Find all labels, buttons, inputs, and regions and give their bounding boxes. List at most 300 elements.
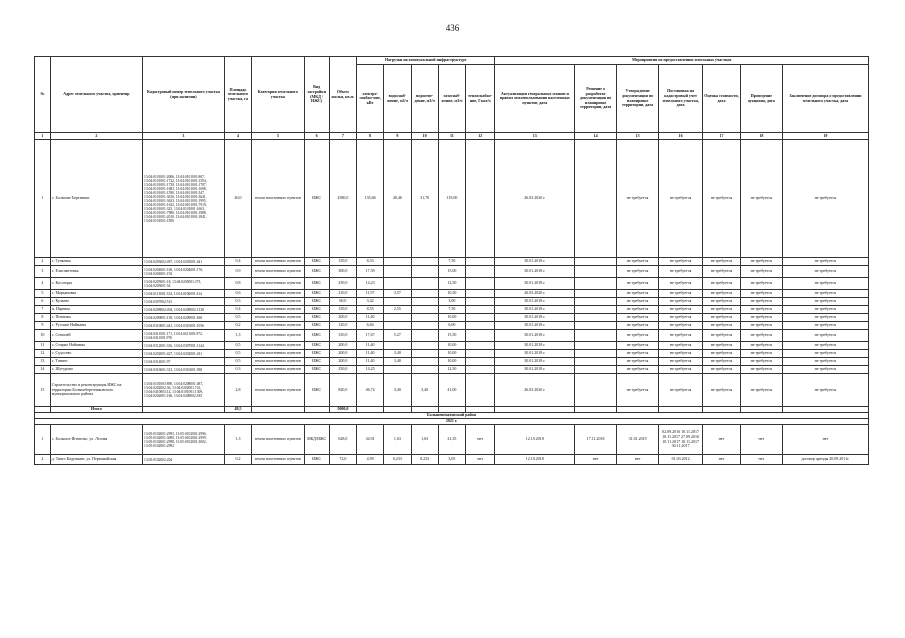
electricity-cell: 11,40 [356, 314, 383, 322]
table-row [35, 290, 869, 298]
cadastral-cell: 13:04:0316001:313, 13:04:0316001:938 [143, 366, 225, 374]
valuation-cell: не требуется [703, 306, 741, 314]
category-cell: земли населенных пунктов [252, 266, 304, 278]
planning-decision-cell [575, 342, 617, 350]
valuation-cell: не требуется [703, 366, 741, 374]
gas-cell: 3,00 [438, 298, 465, 306]
row-number: 3 [35, 266, 51, 278]
gas-cell: 10,00 [438, 342, 465, 350]
header-water-supply: водоснаб-жение, м3/ч [384, 65, 411, 133]
cadastral-cell: 13:04:0202001:427, 13:04:0202001:431 [143, 350, 225, 358]
page-number: 436 [445, 23, 460, 33]
gas-cell: 10,00 [438, 350, 465, 358]
volume-cell: 200,0 [329, 314, 356, 322]
auction-cell: не требуется [740, 278, 782, 290]
gas-cell: 10,00 [438, 314, 465, 322]
gas-cell: 6,00 [438, 322, 465, 330]
volume-cell: 250,0 [329, 278, 356, 290]
electricity-cell: 11,40 [356, 342, 383, 350]
area-cell: 0,5 [224, 350, 251, 358]
table-row [35, 278, 869, 290]
column-number-cell: 15 [617, 133, 659, 140]
address-cell: с. Шугурово [50, 366, 142, 374]
build-type-cell: ИЖС [304, 330, 329, 342]
planning-decision-cell [575, 350, 617, 358]
cadastral-registration-cell: не требуется [659, 330, 703, 342]
area-cell: 0,9 [224, 266, 251, 278]
contract-cell: не требуется [782, 258, 868, 266]
water-supply-cell [384, 298, 411, 306]
address-cell: д. Тияго Кадушкин, ул. Первомайская [50, 455, 142, 465]
volume-cell: 120,0 [329, 322, 356, 330]
water-supply-cell [384, 278, 411, 290]
table-row [35, 455, 869, 465]
auction-cell: не требуется [740, 306, 782, 314]
auction-cell: не требуется [740, 140, 782, 258]
water-supply-cell [384, 266, 411, 278]
planning-approval-cell: не требуется [617, 350, 659, 358]
auction-cell: не требуется [740, 350, 782, 358]
auction-cell: не требуется [740, 290, 782, 298]
land-plots-table-wrapper [34, 56, 869, 465]
area-cell: 0,3 [224, 298, 251, 306]
planning-decision-cell: 17.11.2018 [575, 425, 617, 455]
auction-cell: не требуется [740, 314, 782, 322]
cadastral-registration-cell: не требуется [659, 350, 703, 358]
header-build-type: Вид застройки (МКД / ИЖС) [304, 57, 329, 133]
category-cell: земли населенных пунктов [252, 330, 304, 342]
table-row [35, 298, 869, 306]
cadastral-registration-cell: не требуется [659, 266, 703, 278]
cadastral-cell: 13:04:0312001:316, 13:04:0307001:1144 [143, 342, 225, 350]
category-cell: земли населенных пунктов [252, 290, 304, 298]
district-title: Большеигнатовский район [35, 413, 869, 419]
category-cell: земли населенных пунктов [252, 425, 304, 455]
valuation-cell: нет [703, 455, 741, 465]
planning-approval-cell: не требуется [617, 314, 659, 322]
column-number-cell: 11 [438, 133, 465, 140]
valuation-cell: не требуется [703, 314, 741, 322]
address-cell: с. Старые Найманы [50, 342, 142, 350]
auction-cell: не требуется [740, 330, 782, 342]
planning-decision-cell [575, 278, 617, 290]
cadastral-cell: 13:04:0411001:171, 13:04:0411001:972, 13:04:0411001:976 [143, 330, 225, 342]
valuation-cell: не требуется [703, 322, 741, 330]
header-address: Адрес земельного участка, ориентир [50, 57, 142, 133]
build-type-cell: ИЖС [304, 366, 329, 374]
cadastral-registration-cell: не требуется [659, 358, 703, 366]
valuation-cell: нет [703, 425, 741, 455]
plans-update-cell: 12.10.2018 [495, 455, 575, 465]
row-number: 4 [35, 278, 51, 290]
area-cell: 0,2 [224, 322, 251, 330]
cadastral-registration-cell: не требуется [659, 366, 703, 374]
valuation-cell: не требуется [703, 358, 741, 366]
area-cell: 0,5 [224, 314, 251, 322]
category-cell: земли населенных пунктов [252, 322, 304, 330]
planning-decision-cell [575, 330, 617, 342]
water-disposal-cell [411, 306, 438, 314]
row-number: 9 [35, 322, 51, 330]
volume-cell: 200,0 [329, 350, 356, 358]
water-supply-cell: 3,40 [384, 374, 411, 407]
contract-cell: не требуется [782, 306, 868, 314]
contract-cell: не требуется [782, 322, 868, 330]
cadastral-cell: 13:05:0102002:204 [143, 455, 225, 465]
water-supply-cell: 2,55 [384, 306, 411, 314]
gas-cell: 10,50 [438, 290, 465, 298]
volume-cell: 150,0 [329, 306, 356, 314]
plans-update-cell: 26.03.2020 г. [495, 140, 575, 258]
water-disposal-cell [411, 330, 438, 342]
heat-cell [466, 278, 495, 290]
cadastral-cell: 13:04:0310001:441, 13:04:0310001:1056 [143, 322, 225, 330]
planning-approval-cell: не требуется [617, 366, 659, 374]
cadastral-cell: 13:04:0204001:169, 13:04:0204001:176, 13:04:0204001:192 [143, 266, 225, 278]
contract-cell: не требуется [782, 314, 868, 322]
gas-cell: 12,50 [438, 366, 465, 374]
address-cell: с. Елисаветовка [50, 266, 142, 278]
heat-cell [466, 314, 495, 322]
cadastral-registration-cell: 02.09.2016 10.11.2017 10.11.2017 27.09.2016 10.11.2017 10.11.2017 30.11.2017 [659, 425, 703, 455]
cadastral-cell: 13:04:0314001:97 [143, 358, 225, 366]
category-cell: земли населенных пунктов [252, 140, 304, 258]
header-auction: Проведение аукциона, дата [740, 65, 782, 133]
planning-decision-cell [575, 366, 617, 374]
header-no: № [35, 57, 51, 133]
auction-cell: нет [740, 455, 782, 465]
build-type-cell: ИЖС [304, 306, 329, 314]
plans-update-cell: 30.01.2018 г. [495, 366, 575, 374]
contract-cell: не требуется [782, 366, 868, 374]
electricity-cell: 8,33 [356, 258, 383, 266]
electricity-cell: 11,40 [356, 358, 383, 366]
build-type-cell: ИЖС [304, 278, 329, 290]
area-cell: 0,4 [224, 258, 251, 266]
area-cell: 0,8 [224, 278, 251, 290]
gas-cell: 7,50 [438, 258, 465, 266]
auction-cell: не требуется [740, 342, 782, 350]
heat-cell [466, 290, 495, 298]
header-plans-update: Актуализация генеральных планов и правил землепользования населенных пунктов, дата [495, 65, 575, 133]
heat-cell [466, 322, 495, 330]
build-type-cell: ИЖС [304, 298, 329, 306]
cadastral-cell: 13:04:0209001:139, 13:04:0209001:638 [143, 314, 225, 322]
heat-cell [466, 358, 495, 366]
auction-cell: не требуется [740, 258, 782, 266]
heat-cell [466, 374, 495, 407]
planning-decision-cell: нет [575, 455, 617, 465]
volume-cell: 60,0 [329, 298, 356, 306]
volume-cell: 628,0 [329, 425, 356, 455]
water-disposal-cell [411, 314, 438, 322]
build-type-cell: ИЖС [304, 350, 329, 358]
column-number-cell: 1 [35, 133, 51, 140]
table-row [35, 330, 869, 342]
cadastral-registration-cell: не требуется [659, 290, 703, 298]
heat-cell [466, 306, 495, 314]
contract-cell: не требуется [782, 266, 868, 278]
header-electricity: электро-снабже-ние, кВт [356, 65, 383, 133]
area-cell: 0,2 [224, 455, 251, 465]
category-cell: земли населенных пунктов [252, 358, 304, 366]
gas-cell: 15,00 [438, 266, 465, 278]
planning-approval-cell: не требуется [617, 140, 659, 258]
plans-update-cell: 30.01.2018 г. [495, 342, 575, 350]
water-disposal-cell: 3,40 [411, 374, 438, 407]
row-number: 2 [35, 455, 51, 465]
water-supply-cell: 3,40 [384, 350, 411, 358]
build-type-cell: ИЖС [304, 374, 329, 407]
category-cell: земли населенных пунктов [252, 298, 304, 306]
column-number-cell: 3 [143, 133, 225, 140]
electricity-cell: 11,40 [356, 350, 383, 358]
volume-cell: 250,0 [329, 366, 356, 374]
water-disposal-cell [411, 322, 438, 330]
water-supply-cell: 5,27 [384, 330, 411, 342]
heat-cell [466, 330, 495, 342]
planning-approval-cell: не требуется [617, 266, 659, 278]
heat-cell [466, 350, 495, 358]
category-cell: земли населенных пунктов [252, 374, 304, 407]
volume-cell: 200,0 [329, 342, 356, 350]
category-cell: земли населенных пунктов [252, 366, 304, 374]
volume-cell: 72,0 [329, 455, 356, 465]
valuation-cell: не требуется [703, 290, 741, 298]
row-number: 5 [35, 290, 51, 298]
electricity-cell: 4,99 [356, 455, 383, 465]
gas-cell: 10,00 [438, 358, 465, 366]
planning-decision-cell [575, 374, 617, 407]
gas-cell: 3,05 [438, 455, 465, 465]
volume-cell: 210,0 [329, 290, 356, 298]
area-cell: 1,3 [224, 330, 251, 342]
valuation-cell: не требуется [703, 374, 741, 407]
volume-cell: 150,0 [329, 258, 356, 266]
valuation-cell: не требуется [703, 266, 741, 278]
cadastral-registration-cell: не требуется [659, 298, 703, 306]
planning-approval-cell: не требуется [617, 322, 659, 330]
column-number-cell: 6 [304, 133, 329, 140]
water-disposal-cell [411, 298, 438, 306]
column-number-cell: 7 [329, 133, 356, 140]
total-label: Итого [50, 407, 142, 413]
contract-cell: не требуется [782, 278, 868, 290]
planning-decision-cell [575, 306, 617, 314]
cadastral-cell: 13:04:0205001:18, 13:04:0205001:373, 13:04:0205001:54 [143, 278, 225, 290]
plans-update-cell: 30.01.2018 г. [495, 306, 575, 314]
valuation-cell: не требуется [703, 330, 741, 342]
plans-update-cell: 30.01.2018 г. [495, 314, 575, 322]
plans-update-cell: 26.03.2020 г. [495, 374, 575, 407]
category-cell: земли населенных пунктов [252, 350, 304, 358]
gas-cell: 7,50 [438, 306, 465, 314]
contract-cell: договор аренды 20.09.2011г. [782, 455, 868, 465]
header-area: Площадь земельного участка, га [224, 57, 251, 133]
row-number: 1 [35, 425, 51, 455]
contract-cell: нет [782, 425, 868, 455]
plans-update-cell: 30.01.2018 г. [495, 278, 575, 290]
row-number: 12 [35, 350, 51, 358]
column-number-cell: 18 [740, 133, 782, 140]
planning-decision-cell [575, 258, 617, 266]
water-disposal-cell [411, 366, 438, 374]
electricity-cell: 34,91 [356, 425, 383, 455]
column-number-cell: 10 [411, 133, 438, 140]
water-supply-cell [384, 342, 411, 350]
total-area: 49,5 [224, 407, 251, 413]
water-disposal-cell [411, 258, 438, 266]
cadastral-cell: 13:04:0101001:2006, 13:04:0101001:867, 13:04:0101001:1722, 13:04:0101001:1594, 13:04:0101001:1739, 13:04:0101001:1707, 13:04:0101001:1683, 13:04:0101001:1698, 13:04:0101001:1590, 13:04:0101001:547, 13:04:0101001:3616, 13:04:0101001:3641, 13:04:0101001:3633, 13:04:0101001:1995, 13:04:0101001:1632, 13:04:0101001:7919, 13:04:0101001:325, 13:04:0101001:1663, 13:04:0101001:7980, 13:04:0101001:1988, 13:04:0101001:2010, 13:04:0101001:1841, 13:04:0101001:1856 [143, 140, 225, 258]
contract-cell: не требуется [782, 350, 868, 358]
gas-cell: 41,00 [438, 374, 465, 407]
address-cell: Строительство и реконструкция ИЖС на территории Большеберезниковского муниципального района [50, 374, 142, 407]
address-cell: с. Гуляевка [50, 258, 142, 266]
plans-update-cell: 30.01.2018 г. [495, 298, 575, 306]
table-row [35, 306, 869, 314]
address-cell: с. Большое Игнатово, ул. Лесная [50, 425, 142, 455]
heat-cell [466, 258, 495, 266]
gas-cell: 21,35 [438, 425, 465, 455]
area-cell: 1,3 [224, 425, 251, 455]
auction-cell: не требуется [740, 266, 782, 278]
planning-decision-cell [575, 322, 617, 330]
header-measures-group: Мероприятия по предоставлению земельных участков [495, 57, 869, 65]
build-type-cell: ИЖС [304, 266, 329, 278]
column-number-cell: 16 [659, 133, 703, 140]
address-cell: с. Семилей [50, 330, 142, 342]
header-heat: теплоснабже-ние, Гкал/ч [466, 65, 495, 133]
column-number-cell: 9 [384, 133, 411, 140]
table-row [35, 374, 869, 407]
column-number-cell: 14 [575, 133, 617, 140]
cadastral-cell: 13:04:0113001:334, 13:04:0106001:414 [143, 290, 225, 298]
auction-cell: не требуется [740, 366, 782, 374]
planning-approval-cell: не требуется [617, 290, 659, 298]
volume-cell: 2580,0 [329, 140, 356, 258]
column-number-cell: 17 [703, 133, 741, 140]
row-number: 13 [35, 358, 51, 366]
cadastral-registration-cell: не требуется [659, 140, 703, 258]
area-cell: 2,8 [224, 374, 251, 407]
plans-update-cell: 26.03.2020 г. [495, 290, 575, 298]
heat-cell [466, 140, 495, 258]
electricity-cell: 11,97 [356, 290, 383, 298]
cadastral-registration-cell: 01.03.2012 [659, 455, 703, 465]
planning-approval-cell: не требуется [617, 298, 659, 306]
plans-update-cell: 12.10.2018 [495, 425, 575, 455]
table-header [35, 57, 869, 140]
water-supply-cell [384, 314, 411, 322]
cadastral-registration-cell: не требуется [659, 374, 703, 407]
column-number-cell: 19 [782, 133, 868, 140]
table-row [35, 358, 869, 366]
water-disposal-cell [411, 342, 438, 350]
contract-cell: не требуется [782, 298, 868, 306]
planning-approval-cell: нет [617, 455, 659, 465]
plans-update-cell: 30.01.2018 г. [495, 322, 575, 330]
electricity-cell: 46,74 [356, 374, 383, 407]
header-housing-volume: Объем жилья, кв.м. [329, 57, 356, 133]
area-cell: 0,5 [224, 358, 251, 366]
water-disposal-cell [411, 290, 438, 298]
cadastral-registration-cell: не требуется [659, 306, 703, 314]
planning-decision-cell [575, 358, 617, 366]
header-cadastral-registration: Постановка на кадастровый учет земельного участка, дата [659, 65, 703, 133]
water-disposal-cell [411, 358, 438, 366]
volume-cell: 300,0 [329, 266, 356, 278]
plans-update-cell: 30.01.2018 г. [495, 330, 575, 342]
heat-cell: нет [466, 455, 495, 465]
water-supply-cell: 1,63 [384, 425, 411, 455]
build-type-cell: ИЖС [304, 342, 329, 350]
auction-cell: не требуется [740, 298, 782, 306]
planning-approval-cell: не требуется [617, 258, 659, 266]
water-supply-cell [384, 322, 411, 330]
electricity-cell: 17,39 [356, 266, 383, 278]
build-type-cell: ИЖС [304, 358, 329, 366]
valuation-cell: не требуется [703, 258, 741, 266]
address-cell: с. Починки [50, 314, 142, 322]
area-cell: 40,0 [224, 140, 251, 258]
header-cadastral: Кадастровый номер земельного участка (при наличии) [143, 57, 225, 133]
auction-cell: не требуется [740, 322, 782, 330]
contract-cell: не требуется [782, 358, 868, 366]
contract-cell: не требуется [782, 342, 868, 350]
table-row [35, 314, 869, 322]
area-cell: 0,6 [224, 290, 251, 298]
total-volume: 5000,0 [329, 407, 356, 413]
water-supply-cell: 3,57 [384, 290, 411, 298]
valuation-cell: не требуется [703, 350, 741, 358]
area-cell: 0,5 [224, 342, 251, 350]
planning-approval-cell: не требуется [617, 330, 659, 342]
build-type-cell: ИЖС [304, 140, 329, 258]
row-number: 11 [35, 342, 51, 350]
gas-cell: 15,50 [438, 330, 465, 342]
water-supply-cell: 3,40 [384, 358, 411, 366]
auction-cell: не требуется [740, 374, 782, 407]
row-number: 8 [35, 314, 51, 322]
table-row [35, 266, 869, 278]
auction-cell: нет [740, 425, 782, 455]
planning-approval-cell: 31.01.2019 [617, 425, 659, 455]
cadastral-cell: 13:04:0307002:515 [143, 298, 225, 306]
planning-decision-cell [575, 290, 617, 298]
auction-cell: не требуется [740, 358, 782, 366]
plans-update-cell: 30.01.2018 г. [495, 266, 575, 278]
planning-approval-cell: не требуется [617, 278, 659, 290]
category-cell: земли населенных пунктов [252, 306, 304, 314]
water-disposal-cell [411, 350, 438, 358]
row-number: 1 [35, 140, 51, 258]
gas-cell: 119,00 [438, 140, 465, 258]
header-utilities-group: Нагрузки на коммунальной инфраструктуре [356, 57, 494, 65]
plans-update-cell: 30.01.2018 г. [495, 350, 575, 358]
water-disposal-cell: 1,63 [411, 425, 438, 455]
plans-update-cell: 30.01.2018 г. [495, 258, 575, 266]
water-supply-cell [384, 366, 411, 374]
address-cell: с. Татино [50, 358, 142, 366]
planning-approval-cell: не требуется [617, 342, 659, 350]
cadastral-registration-cell: не требуется [659, 342, 703, 350]
table-row [35, 366, 869, 374]
heat-cell [466, 266, 495, 278]
valuation-cell: не требуется [703, 278, 741, 290]
column-number-cell: 2 [50, 133, 142, 140]
header-contract: Заключение договора о предоставлении земельного участка, дата [782, 65, 868, 133]
cadastral-registration-cell: не требуется [659, 314, 703, 322]
